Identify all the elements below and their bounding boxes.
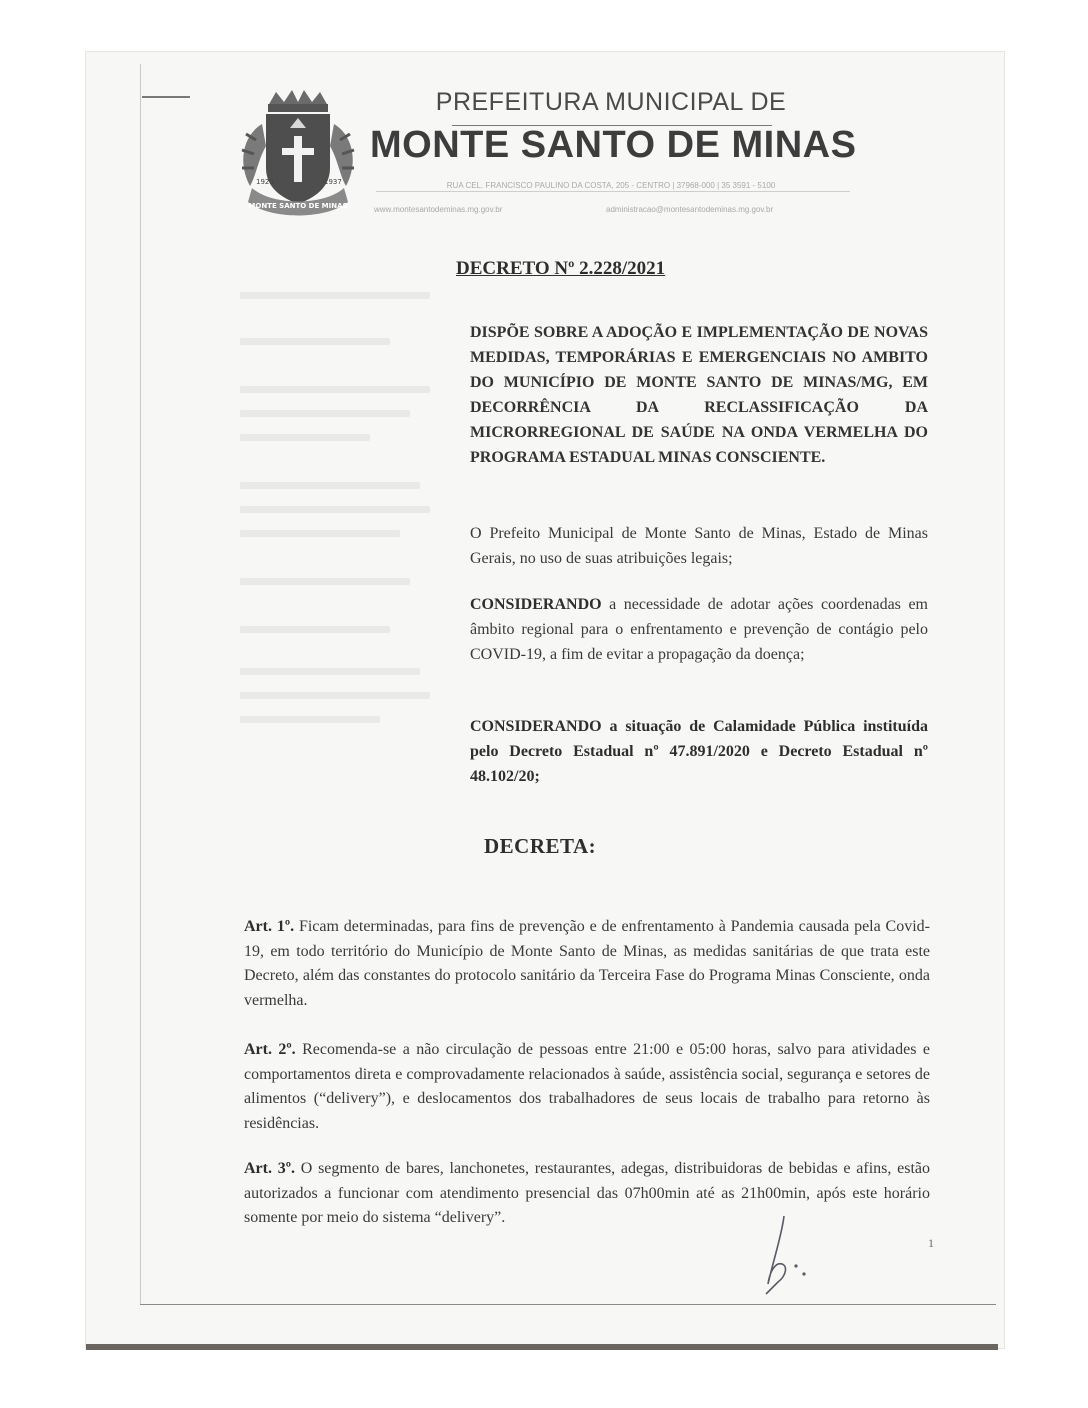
preamble-paragraph: O Prefeito Municipal de Monte Santo de Minas, Estado de Minas Gerais, no uso de suas atribuições legais;	[470, 525, 928, 567]
letterhead-city: MONTE SANTO DE MINAS	[370, 124, 857, 166]
article-label: Art. 1º.	[244, 918, 295, 935]
bleed-through-text	[240, 410, 410, 417]
margin-mark	[142, 96, 190, 98]
article-text: Ficam determinadas, para fins de prevenção e de enfrentamento à Pandemia causada pela Covid-19, em todo território do Município de Monte Santo de Minas, as medidas sanitárias de que trata este Decreto, além das constantes do protocolo sanitário da Terceira Fase do Programa Minas Consciente, onda vermelha.	[244, 918, 930, 1009]
bleed-through-text	[240, 386, 430, 393]
bleed-through-text	[240, 692, 430, 699]
bleed-through-text	[240, 338, 390, 345]
bleed-through-text	[240, 434, 370, 441]
decree-summary: DISPÕE SOBRE A ADOÇÃO E IMPLEMENTAÇÃO DE NOVAS MEDIDAS, TEMPORÁRIAS E EMERGENCIAIS NO AMBITO DO MUNICÍPIO DE MONTE SANTO DE MINAS/MG, EM DECORRÊNCIA DA RECLASSIFICAÇÃO DA MICRORREGIONAL DE SAÚDE NA ONDA VERMELHA DO PROGRAMA ESTADUAL MINAS CONSCIENTE.	[470, 324, 928, 466]
article-1	[244, 915, 930, 1013]
article-text: O segmento de bares, lanchonetes, restaurantes, adegas, distribuidoras de bebidas e afins, estão autorizados a funcionar com atendimento presencial das 07h00min até as 21h00min, após este horário somente por meio do sistema “delivery”.	[244, 1160, 930, 1226]
svg-text:1937: 1937	[324, 178, 342, 186]
municipal-coat-of-arms-icon	[232, 84, 364, 224]
bleed-through-text	[240, 578, 410, 585]
letterhead-email: administracao@montesantodeminas.mg.gov.br	[606, 205, 774, 214]
decreta-heading: DECRETA:	[484, 834, 597, 858]
page-number: 1	[928, 1236, 934, 1250]
bleed-through-text	[240, 530, 400, 537]
bleed-through-text	[240, 668, 420, 675]
decree-title: DECRETO Nº 2.228/2021	[456, 258, 666, 279]
article-3	[244, 1157, 930, 1231]
page-fold-line	[140, 1304, 996, 1305]
considering-lead: CONSIDERANDO	[470, 596, 602, 613]
svg-text:MONTE SANTO DE MINAS: MONTE SANTO DE MINAS	[248, 202, 348, 210]
bleed-through-text	[240, 506, 430, 513]
bleed-through-text	[240, 716, 380, 723]
bleed-through-text	[240, 292, 430, 299]
letterhead-website: www.montesantodeminas.mg.gov.br	[374, 205, 503, 214]
svg-text:1920: 1920	[256, 178, 274, 186]
considering-paragraph	[470, 592, 928, 667]
page-shadow-edge	[86, 1344, 998, 1350]
article-text: Recomenda-se a não circulação de pessoas entre 21:00 e 05:00 horas, salvo para atividades e comportamentos direta e comprovadamente relacionados à saúde, assistência social, segurança e setores de alimentos (“delivery”), e deslocamentos dos trabalhadores de seus locais de trabalho para retorno às residências.	[244, 1041, 930, 1132]
letterhead-institution: PREFEITURA MUNICIPAL DE	[435, 88, 787, 116]
considering-text: a necessidade de adotar ações coordenadas em âmbito regional para o enfrentamento e prevenção de contágio pelo COVID-19, a fim de evitar a propagação da doença;	[470, 596, 928, 663]
article-label: Art. 2º.	[244, 1041, 296, 1058]
considering-paragraph-2: CONSIDERANDO a situação de Calamidade Pública instituída pelo Decreto Estadual nº 47.891/2020 e Decreto Estadual nº 48.102/20;	[470, 718, 928, 785]
letterhead-rule	[376, 191, 850, 192]
bleed-through-text	[240, 482, 420, 489]
page-left-border	[140, 64, 141, 1304]
letterhead-address: RUA CEL. FRANCISCO PAULINO DA COSTA, 205 - CENTRO | 37968-000 | 35 3591 - 5100	[446, 181, 776, 190]
article-2	[244, 1038, 930, 1136]
article-label: Art. 3º.	[244, 1160, 296, 1177]
bleed-through-text	[240, 626, 390, 633]
document-page	[86, 52, 1004, 1348]
initials-signature	[760, 1214, 820, 1298]
